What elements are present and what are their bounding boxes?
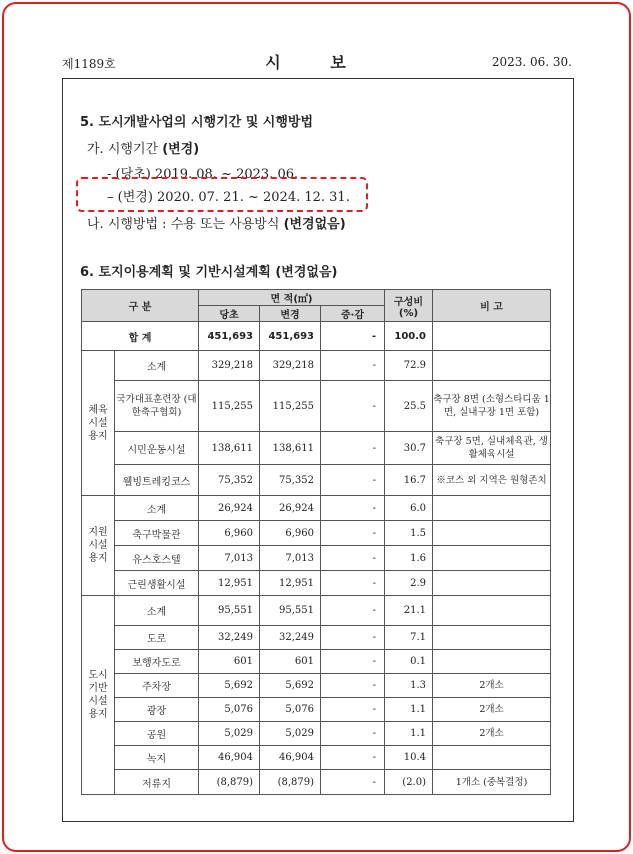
row-changed: 32,249 xyxy=(260,626,321,650)
table-row xyxy=(82,596,551,626)
row-remark: 축구장 5면, 실내체육관, 생활체육시설 xyxy=(433,432,551,465)
header-category: 구 분 xyxy=(82,290,199,322)
row-name: 웰빙트레킹코스 xyxy=(115,465,199,496)
row-remark: 2개소 xyxy=(433,698,551,722)
row-delta: - xyxy=(321,432,385,465)
total-row xyxy=(82,322,551,351)
row-original: 12,951 xyxy=(199,571,260,596)
row-original: 5,029 xyxy=(199,722,260,746)
row-delta: - xyxy=(321,626,385,650)
row-changed: 601 xyxy=(260,650,321,674)
row-changed: 6,960 xyxy=(260,521,321,546)
row-remark: 축구장 8면 (소형스타디움 1면, 실내구장 1면 포함) xyxy=(433,381,551,432)
table-row xyxy=(82,465,551,496)
table-row xyxy=(82,546,551,571)
row-delta: - xyxy=(321,770,385,795)
row-delta: - xyxy=(321,698,385,722)
row-changed: 5,076 xyxy=(260,698,321,722)
total-changed: 451,693 xyxy=(260,322,321,351)
header-changed: 변경 xyxy=(260,306,321,322)
header-area: 면 적(㎡) xyxy=(199,290,385,306)
row-remark: 2개소 xyxy=(433,674,551,698)
method-tag: (변경없음) xyxy=(283,217,346,232)
row-changed: 75,352 xyxy=(260,465,321,496)
row-original: 75,352 xyxy=(199,465,260,496)
row-ratio: 10.4 xyxy=(385,746,433,770)
row-changed: 115,255 xyxy=(260,381,321,432)
table-row xyxy=(82,381,551,432)
row-remark xyxy=(433,650,551,674)
header-ratio: 구성비 (%) xyxy=(385,290,433,322)
row-delta: - xyxy=(321,722,385,746)
period-original: - (당초) 2019. 08. ~ 2023. 06. xyxy=(107,167,299,182)
row-original: 46,904 xyxy=(199,746,260,770)
row-remark xyxy=(433,626,551,650)
row-ratio: 1.1 xyxy=(385,698,433,722)
row-ratio: (2.0) xyxy=(385,770,433,795)
header-remark: 비 고 xyxy=(433,290,551,322)
method-line xyxy=(87,213,346,232)
row-delta: - xyxy=(321,496,385,521)
period-label: 가. 시행기간 xyxy=(87,142,163,157)
row-delta: - xyxy=(321,650,385,674)
row-remark xyxy=(433,596,551,626)
issue-number: 제1189호 xyxy=(62,57,116,71)
table-row xyxy=(82,722,551,746)
row-remark xyxy=(433,571,551,596)
row-delta: - xyxy=(321,571,385,596)
row-ratio: 0.1 xyxy=(385,650,433,674)
row-ratio: 30.7 xyxy=(385,432,433,465)
table-row xyxy=(82,571,551,596)
row-name: 저류지 xyxy=(115,770,199,795)
issue-date: 2023. 06. 30. xyxy=(491,55,572,69)
row-ratio: 16.7 xyxy=(385,465,433,496)
row-remark xyxy=(433,746,551,770)
row-remark: ※코스 외 지역은 원형존치 xyxy=(433,465,551,496)
row-name: 녹지 xyxy=(115,746,199,770)
row-delta: - xyxy=(321,596,385,626)
row-original: 32,249 xyxy=(199,626,260,650)
table-row xyxy=(82,746,551,770)
row-name: 유스호스텔 xyxy=(115,546,199,571)
row-remark xyxy=(433,351,551,381)
section5-title: 5. 도시개발사업의 시행기간 및 시행방법 xyxy=(80,115,314,130)
row-changed: 95,551 xyxy=(260,596,321,626)
row-changed: 26,924 xyxy=(260,496,321,521)
row-changed: (8,879) xyxy=(260,770,321,795)
row-name: 주차장 xyxy=(115,674,199,698)
row-delta: - xyxy=(321,674,385,698)
row-name: 보행자도로 xyxy=(115,650,199,674)
row-changed: 5,692 xyxy=(260,674,321,698)
total-label: 합 계 xyxy=(82,322,199,351)
row-ratio: 72.9 xyxy=(385,351,433,381)
row-changed: 12,951 xyxy=(260,571,321,596)
section6-title: 6. 토지이용계획 및 기반시설계획 (변경없음) xyxy=(80,265,338,280)
row-changed: 7,013 xyxy=(260,546,321,571)
row-name: 소계 xyxy=(115,351,199,381)
row-ratio: 6.0 xyxy=(385,496,433,521)
table-row xyxy=(82,698,551,722)
row-name: 소계 xyxy=(115,596,199,626)
row-name: 시민운동시설 xyxy=(115,432,199,465)
table-row xyxy=(82,674,551,698)
table-row xyxy=(82,432,551,465)
row-delta: - xyxy=(321,351,385,381)
header-delta: 증·감 xyxy=(321,306,385,322)
row-changed: 329,218 xyxy=(260,351,321,381)
row-name: 축구박물관 xyxy=(115,521,199,546)
row-ratio: 1.6 xyxy=(385,546,433,571)
row-name: 국가대표훈련장 (대한축구협회) xyxy=(115,381,199,432)
row-original: 95,551 xyxy=(199,596,260,626)
row-original: 329,218 xyxy=(199,351,260,381)
group-label: 지원 시설 용지 xyxy=(82,496,115,596)
row-ratio: 25.5 xyxy=(385,381,433,432)
row-changed: 46,904 xyxy=(260,746,321,770)
row-remark: 2개소 xyxy=(433,722,551,746)
table-row xyxy=(82,351,551,381)
row-delta: - xyxy=(321,546,385,571)
period-changed: – (변경) 2020. 07. 21. ~ 2024. 12. 31. xyxy=(107,190,350,205)
row-remark xyxy=(433,546,551,571)
row-original: 5,692 xyxy=(199,674,260,698)
row-delta: - xyxy=(321,465,385,496)
period-tag: (변경) xyxy=(162,142,200,157)
row-original: 138,611 xyxy=(199,432,260,465)
row-original: 26,924 xyxy=(199,496,260,521)
row-original: 6,960 xyxy=(199,521,260,546)
total-delta: - xyxy=(321,322,385,351)
row-ratio: 1.5 xyxy=(385,521,433,546)
row-delta: - xyxy=(321,521,385,546)
row-changed: 5,029 xyxy=(260,722,321,746)
row-ratio: 2.9 xyxy=(385,571,433,596)
total-original: 451,693 xyxy=(199,322,260,351)
row-remark xyxy=(433,496,551,521)
row-ratio: 1.1 xyxy=(385,722,433,746)
row-original: 7,013 xyxy=(199,546,260,571)
header-original: 당초 xyxy=(199,306,260,322)
row-ratio: 7.1 xyxy=(385,626,433,650)
row-remark: 1개소 (중복결정) xyxy=(433,770,551,795)
table-row xyxy=(82,650,551,674)
group-label: 도시 기반 시설 용지 xyxy=(82,596,115,795)
table-row xyxy=(82,626,551,650)
table-row xyxy=(82,496,551,521)
row-remark xyxy=(433,521,551,546)
row-original: 5,076 xyxy=(199,698,260,722)
table-row xyxy=(82,521,551,546)
period-line xyxy=(87,138,199,157)
row-ratio: 1.3 xyxy=(385,674,433,698)
row-name: 근린생활시설 xyxy=(115,571,199,596)
row-name: 광장 xyxy=(115,698,199,722)
method-label: 나. 시행방법 : 수용 또는 사용방식 xyxy=(87,217,284,232)
land-use-table xyxy=(81,289,551,795)
group-label: 체육 시설 용지 xyxy=(82,351,115,496)
row-name: 도로 xyxy=(115,626,199,650)
page-title: 시 보 xyxy=(265,53,368,72)
row-delta: - xyxy=(321,746,385,770)
row-original: 115,255 xyxy=(199,381,260,432)
row-delta: - xyxy=(321,381,385,432)
row-original: (8,879) xyxy=(199,770,260,795)
row-name: 소계 xyxy=(115,496,199,521)
row-original: 601 xyxy=(199,650,260,674)
total-ratio: 100.0 xyxy=(385,322,433,351)
row-ratio: 21.1 xyxy=(385,596,433,626)
row-changed: 138,611 xyxy=(260,432,321,465)
table-row xyxy=(82,770,551,795)
row-name: 공원 xyxy=(115,722,199,746)
